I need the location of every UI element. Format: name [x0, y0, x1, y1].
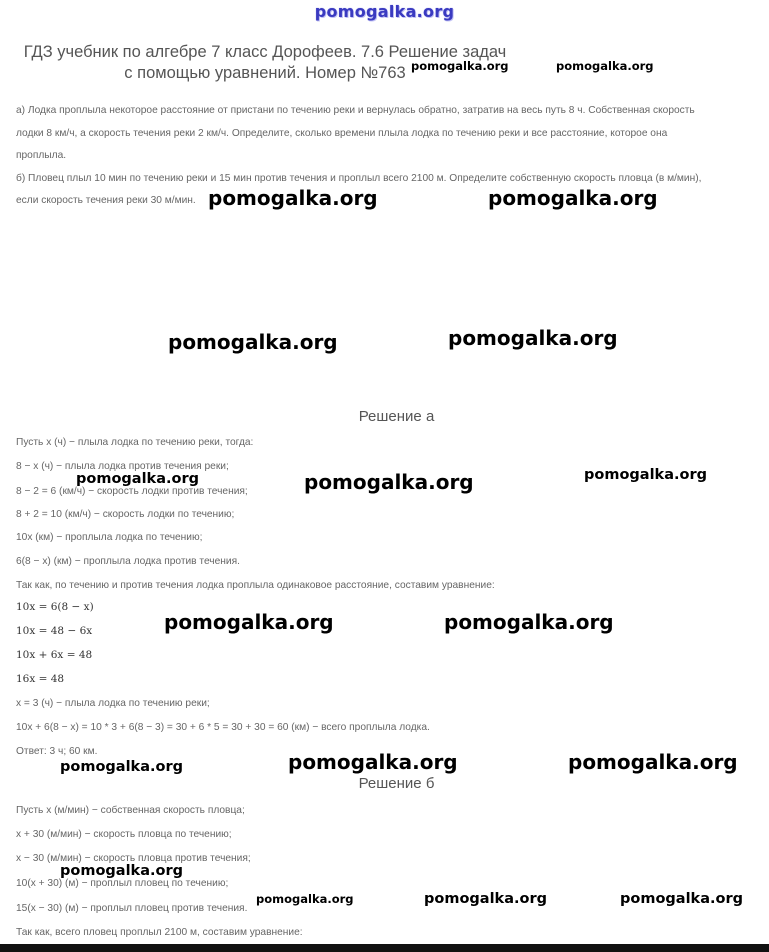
- watermark: pomogalka.org: [76, 471, 199, 487]
- watermark: pomogalka.org: [444, 610, 614, 634]
- solution-a-line: 10x + 6(8 − x) = 10 * 3 + 6(8 − 3) = 30 + 6 * 5 = 30 + 30 = 60 (км) − всего проплыла лодка.: [16, 722, 430, 733]
- watermark: pomogalka.org: [568, 750, 738, 774]
- task-b-line-2: если скорость течения реки 30 м/мин.: [16, 195, 196, 206]
- watermark: pomogalka.org: [584, 467, 707, 483]
- watermark: pomogalka.org: [164, 610, 334, 634]
- task-a-line-2: лодки 8 км/ч, а скорость течения реки 2 км/ч. Определите, сколько времени плыла лодка по течению реки и все расстояние, которое она: [16, 127, 668, 139]
- solution-a-line: Так как, по течению и против течения лодка проплыла одинаковое расстояние, составим уравнение:: [16, 580, 495, 591]
- solution-a-equation: 10x = 48 − 6x: [16, 625, 93, 637]
- solution-a-answer: Ответ: 3 ч; 60 км.: [16, 746, 98, 757]
- solution-b-line: 15(x − 30) (м) − проплыл пловец против течения.: [16, 903, 248, 914]
- watermark: pomogalka.org: [60, 863, 183, 879]
- solution-b-line: Так как, всего пловец проплыл 2100 м, составим уравнение:: [16, 927, 303, 938]
- task-a-line-3: проплыла.: [16, 150, 67, 161]
- solution-a-line: 8 + 2 = 10 (км/ч) − скорость лодки по течению;: [16, 509, 235, 520]
- solution-a-equation: 16x = 48: [16, 673, 65, 685]
- watermark: pomogalka.org: [208, 186, 378, 210]
- solution-b-line: 10(x + 30) (м) − проплыл пловец по течению;: [16, 878, 229, 889]
- solution-a-line: 6(8 − x) (км) − проплыла лодка против течения.: [16, 556, 240, 567]
- solution-b-line: x − 30 (м/мин) − скорость пловца против течения;: [16, 853, 251, 864]
- watermark: pomogalka.org: [288, 750, 458, 774]
- solution-a-line: 8 − 2 = 6 (км/ч) − скорость лодки против течения;: [16, 486, 248, 497]
- solution-a-line: 8 − x (ч) − плыла лодка против течения реки;: [16, 461, 229, 472]
- watermark: pomogalka.org: [256, 892, 354, 906]
- solution-a-line: x = 3 (ч) − плыла лодка по течению реки;: [16, 698, 210, 709]
- bottom-bar: [0, 944, 769, 952]
- solution-a-line: 10x (км) − проплыла лодка по течению;: [16, 532, 203, 543]
- page-title-line-2: с помощью уравнений. Номер №763: [124, 64, 406, 82]
- solution-b-line: Пусть x (м/мин) − собственная скорость пловца;: [16, 805, 245, 816]
- watermark: pomogalka.org: [556, 59, 654, 73]
- watermark: pomogalka.org: [60, 759, 183, 775]
- solution-a-line: Пусть x (ч) − плыла лодка по течению реки, тогда:: [16, 437, 254, 448]
- solution-a-heading: Решение а: [358, 408, 435, 425]
- solution-b-heading: Решение б: [358, 775, 435, 792]
- watermark: pomogalka.org: [168, 330, 338, 354]
- solution-a-equation: 10x + 6x = 48: [16, 649, 93, 661]
- watermark: pomogalka.org: [488, 186, 658, 210]
- watermark: pomogalka.org: [424, 891, 547, 907]
- watermark: pomogalka.org: [448, 326, 618, 350]
- watermark: pomogalka.org: [304, 470, 474, 494]
- watermark: pomogalka.org: [620, 891, 743, 907]
- watermark: pomogalka.org: [411, 59, 509, 73]
- task-b-line-1: б) Пловец плыл 10 мин по течению реки и 15 мин против течения и проплыл всего 2100 м. Определите собственную скорость пловца (в м/мин),: [16, 172, 702, 184]
- page-title-line-1: ГДЗ учебник по алгебре 7 класс Дорофеев. 7.6 Решение задач: [23, 43, 507, 61]
- solution-a-equation: 10x = 6(8 − x): [16, 601, 94, 613]
- solution-b-line: x + 30 (м/мин) − скорость пловца по течению;: [16, 829, 232, 840]
- task-a-line-1: а) Лодка проплыла некоторое расстояние от пристани по течению реки и вернулась обратно, затратив на весь путь 8 ч. Собственная скорость: [16, 105, 695, 116]
- site-logo[interactable]: pomogalka.org: [314, 2, 455, 21]
